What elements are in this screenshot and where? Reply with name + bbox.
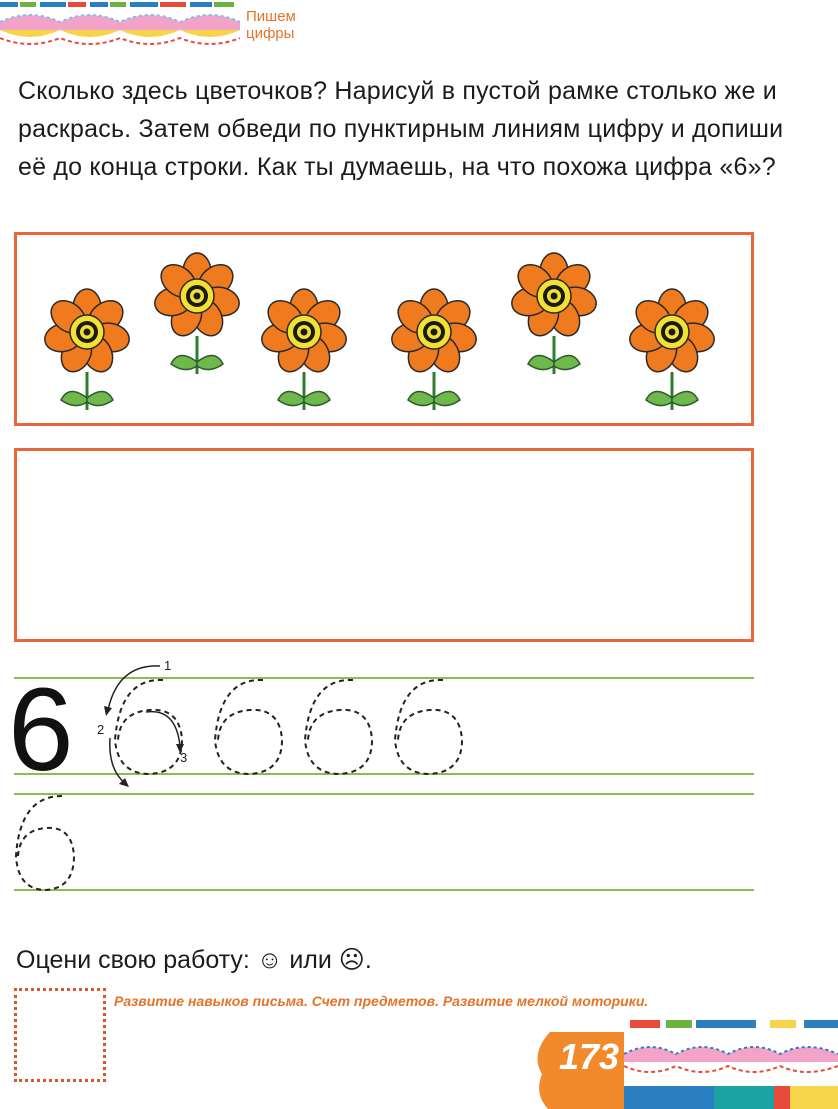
top-decorative-band	[0, 0, 240, 52]
trace-digit-4[interactable]	[395, 680, 462, 774]
flower-1	[42, 289, 132, 410]
self-assessment-or: или	[289, 946, 332, 974]
instructions-text: Сколько здесь цветочков? Нарисуй в пустой рамке столько же и раскрась. Затем обведи по пунктирным линиям цифру и допиши её до конца строки. Как ты думаешь, на что похожа цифра «6»?	[18, 77, 784, 181]
flower-6	[627, 289, 717, 410]
flower-4	[389, 289, 479, 410]
stroke-number-3: 3	[180, 750, 188, 765]
happy-face-icon[interactable]: ☺	[256, 946, 283, 974]
flower-3	[259, 289, 349, 410]
stroke-arrow-2	[110, 738, 126, 784]
sad-face-icon[interactable]: ☹	[338, 946, 365, 974]
trace-digit-2[interactable]	[215, 680, 282, 774]
writing-practice-area	[0, 650, 760, 900]
empty-drawing-frame[interactable]	[14, 448, 754, 642]
section-label-line2: цифры	[246, 25, 295, 42]
stroke-arrow-3	[146, 712, 180, 746]
stroke-number-2: 2	[97, 722, 105, 737]
grading-box[interactable]	[14, 988, 106, 1082]
trace-digit-1[interactable]	[115, 680, 182, 774]
self-assessment-prefix: Оцени свою работу:	[16, 946, 250, 974]
self-assessment	[16, 945, 372, 975]
page-number: 173	[558, 1036, 620, 1077]
sample-digit: 6	[8, 664, 74, 796]
flower-2	[152, 253, 242, 374]
trace-digit-3[interactable]	[305, 680, 372, 774]
trace-digit-5[interactable]	[16, 796, 74, 890]
stroke-number-1: 1	[164, 658, 172, 673]
flowers-illustration	[14, 232, 754, 426]
section-label-line1: Пишем	[246, 8, 296, 25]
self-assessment-end: .	[364, 946, 372, 974]
skills-caption: Развитие навыков письма. Счет предметов. Развитие мелкой моторики.	[114, 993, 649, 1009]
flower-5	[509, 253, 599, 374]
section-label	[246, 8, 336, 42]
